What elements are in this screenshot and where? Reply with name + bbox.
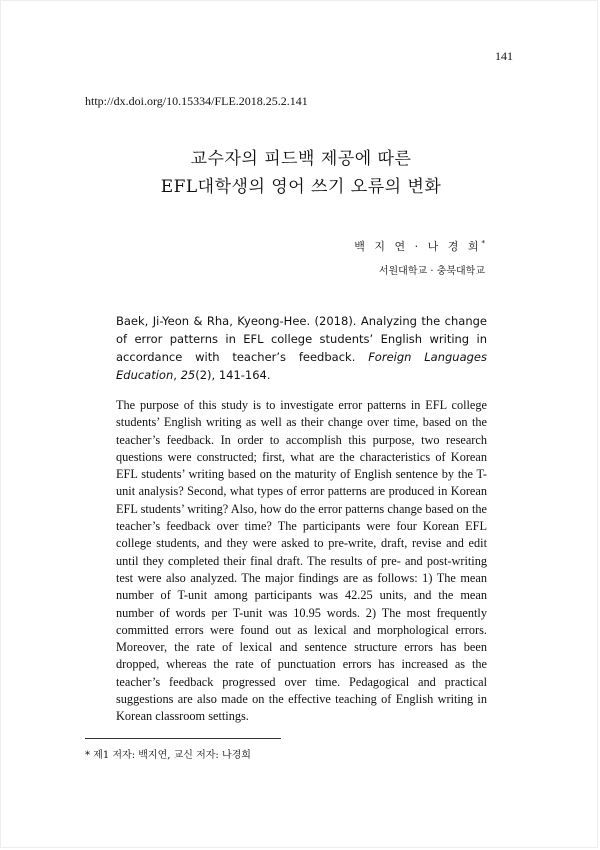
- abstract: The purpose of this study is to investigate error patterns in EFL college students’ English writing as well as their change over time, based on the teacher’s feedback. In order to accomplish this purpose, two research questions were constructed; first, what are the characteristics of Korean EFL students’ writing based on the maturity of English sentence by the T-unit analysis? Second, what types of error patterns are produced in Korean EFL students’ writing? Also, how do the error patterns change based on the teacher’s feedback over time? The participants were four Korean EFL college students, and they were asked to pre-write, draft, revise and edit until they completed their final draft. The results of pre- and post-writing test were also analyzed. The major findings are as follows: 1) The mean number of T-unit among participants was 42.25 units, and the mean number of words per T-unit was 10.95 words. 2) The most frequently committed errors were found out as lexical and morphological errors. Moreover, the rate of lexical and sentence structure errors has been dropped, whereas the rate of punctuation errors has increased as the teacher’s feedback progressed over time. Pedagogical and practical suggestions are also made on the effective teaching of English writing in Korean classroom settings.: [116, 398, 487, 724]
- author-names: [354, 238, 485, 254]
- title-line-2: EFL대학생의 영어 쓰기 오류의 변화: [160, 177, 442, 197]
- doi-link[interactable]: http://dx.doi.org/10.15334/FLE.2018.25.2.141: [85, 94, 308, 108]
- author-footnote-marker: *: [481, 239, 485, 248]
- footnote: * 제1 저자: 백지연, 교신 저자: 나경희: [85, 750, 251, 761]
- citation: Baek, Ji-Yeon & Rha, Kyeong-Hee. (2018). Analyzing the change of error patterns in EFL college students’ English writing in accordance with teacher’s feedback. Foreign Languages Education, 25(2), 141-164.: [116, 314, 487, 382]
- citation-issue-pages: (2), 141-164.: [195, 368, 271, 382]
- title-line-1: 교수자의 피드백 제공에 따른: [190, 149, 412, 169]
- citation-prefix: Baek, Ji-Yeon & Rha, Kyeong-Hee. (2018). Analyzing the change of error patterns in EFL college students’ English writing in accordance with teacher’s feedback.: [116, 314, 487, 364]
- author-names-text: 백 지 연 · 나 경 희: [354, 240, 482, 253]
- paper-title: [1, 145, 600, 201]
- footnote-divider: [85, 738, 281, 739]
- citation-volume: 25: [180, 368, 196, 382]
- author-affiliation: 서원대학교 · 충북대학교: [378, 266, 485, 277]
- page-number: 141: [495, 49, 513, 63]
- citation-journal: Foreign Languages Education: [116, 350, 487, 382]
